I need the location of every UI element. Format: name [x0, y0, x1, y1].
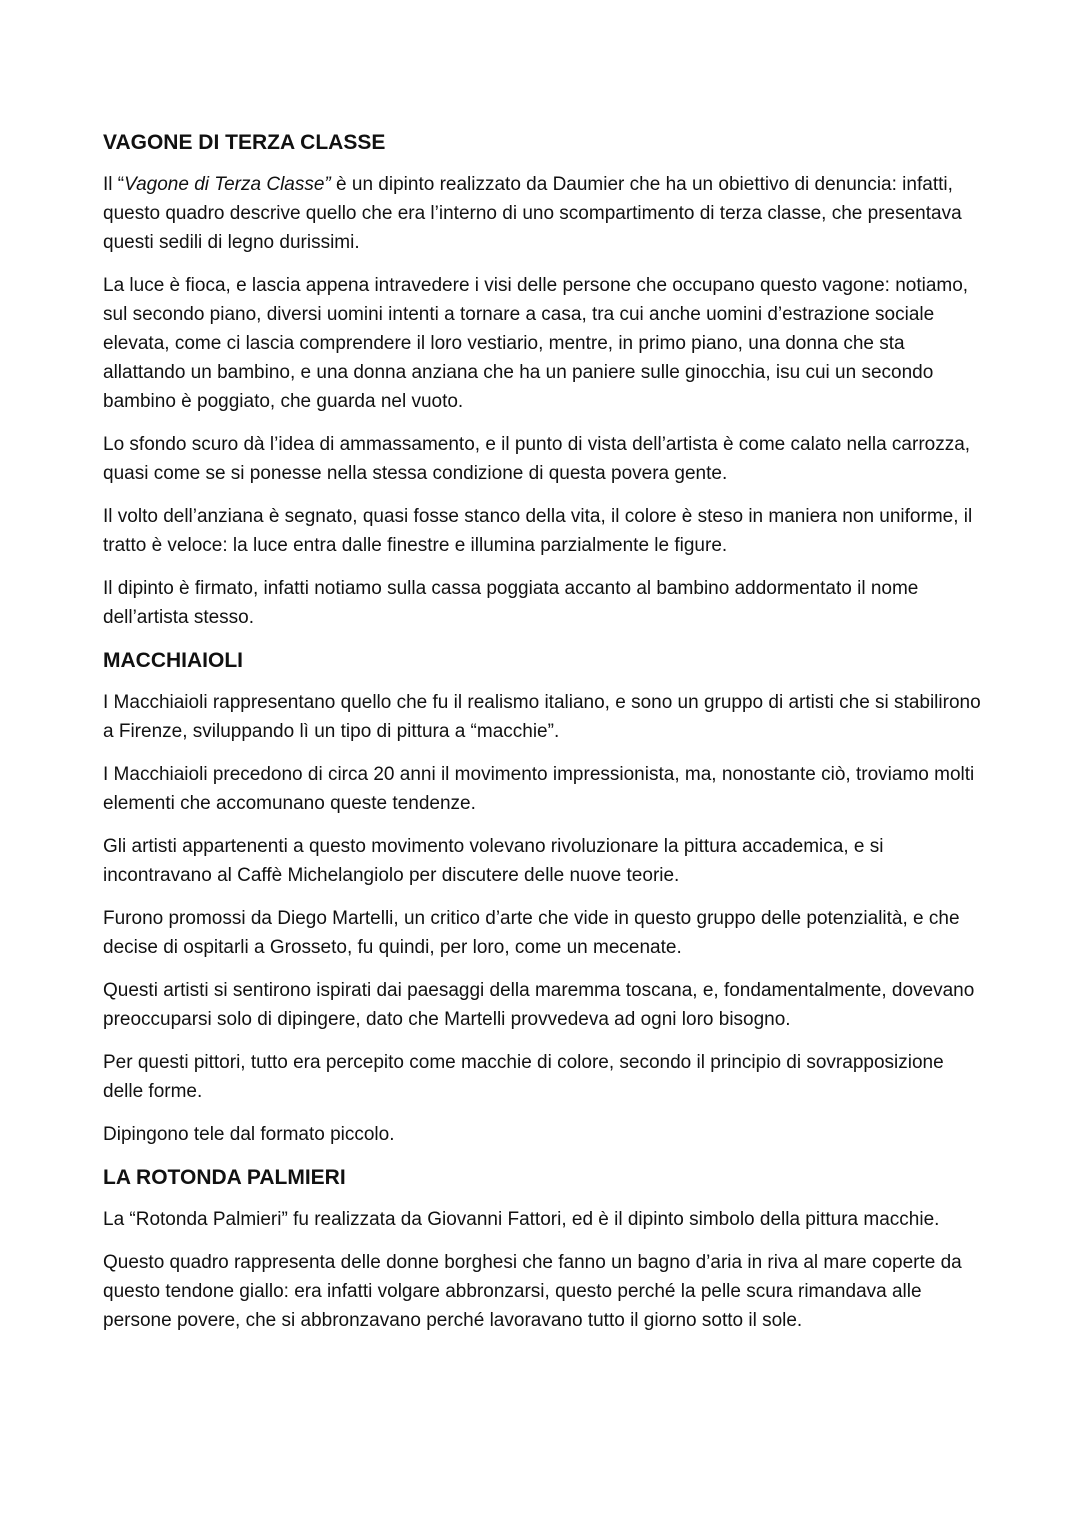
paragraph: Lo sfondo scuro dà l’idea di ammassamento, e il punto di vista dell’artista è come calato nella carrozza, quasi come se si ponesse nella stessa condizione di questa povera gente.	[103, 434, 971, 484]
painting-title: Vagone di Terza Classe”	[124, 174, 331, 195]
paragraph: Il dipinto è firmato, infatti notiamo sulla cassa poggiata accanto al bambino addormentato il nome dell’artista stesso.	[103, 578, 919, 628]
intro-rest: è un dipinto realizzato da Daumier che ha un obiettivo di denuncia: infatti, questo quadro descrive quello che era l’interno di uno scompartimento di terza classe, che presentava questi sedili di legno durissimi.	[103, 174, 962, 253]
section-title: VAGONE DI TERZA CLASSE	[103, 131, 386, 154]
paragraph: La luce è fioca, e lascia appena intravedere i visi delle persone che occupano questo vagone: notiamo, sul secondo piano, diversi uomini intenti a tornare a casa, tra cui anche uomini d’estrazione sociale elevata, come ci lascia comprendere il loro vestiario, mentre, in primo piano, una donna che sta allattando un bambino, e una donna anziana che ha un paniere sulle ginocchia, isu cui un secondo bambino è poggiato, che guarda nel vuoto.	[103, 275, 969, 412]
section-title: LA ROTONDA PALMIERI	[103, 1166, 346, 1189]
intro-paragraph	[103, 170, 983, 257]
paragraph: I Macchiaioli rappresentano quello che fu il realismo italiano, e sono un gruppo di artisti che si stabilirono a Firenze, sviluppando lì un tipo di pittura a “macchie”.	[103, 692, 981, 742]
intro-prefix: Il “	[103, 174, 125, 195]
paragraph: Per questi pittori, tutto era percepito come macchie di colore, secondo il principio di sovrapposizione delle forme.	[103, 1052, 944, 1102]
paragraph: Gli artisti appartenenti a questo movimento volevano rivoluzionare la pittura accademica, e si incontravano al Caffè Michelangiolo per discutere delle nuove teorie.	[103, 836, 884, 886]
section-title: MACCHIAIOLI	[103, 649, 243, 672]
document-page	[103, 128, 983, 1349]
paragraph: Questi artisti si sentirono ispirati dai paesaggi della maremma toscana, e, fondamentalmente, dovevano preoccuparsi solo di dipingere, dato che Martelli provvedeva ad ogni loro bisogno.	[103, 980, 975, 1030]
section-rotonda-palmieri	[103, 1163, 983, 1335]
section-vagone	[103, 128, 983, 632]
paragraph: Questo quadro rappresenta delle donne borghesi che fanno un bagno d’aria in riva al mare coperte da questo tendone giallo: era infatti volgare abbronzarsi, questo perché la pelle scura rimandava alle persone povere, che si abbronzavano perché lavoravano tutto il giorno sotto il sole.	[103, 1252, 962, 1331]
paragraph: I Macchiaioli precedono di circa 20 anni il movimento impressionista, ma, nonostante ciò, troviamo molti elementi che accomunano queste tendenze.	[103, 764, 975, 814]
paragraph: Dipingono tele dal formato piccolo.	[103, 1124, 395, 1145]
section-macchiaioli	[103, 646, 983, 1149]
paragraph: La “Rotonda Palmieri” fu realizzata da Giovanni Fattori, ed è il dipinto simbolo della pittura macchie.	[103, 1209, 940, 1230]
paragraph: Furono promossi da Diego Martelli, un critico d’arte che vide in questo gruppo delle potenzialità, e che decise di ospitarli a Grosseto, fu quindi, per loro, come un mecenate.	[103, 908, 960, 958]
paragraph: Il volto dell’anziana è segnato, quasi fosse stanco della vita, il colore è steso in maniera non uniforme, il tratto è veloce: la luce entra dalle finestre e illumina parzialmente le figure.	[103, 506, 973, 556]
